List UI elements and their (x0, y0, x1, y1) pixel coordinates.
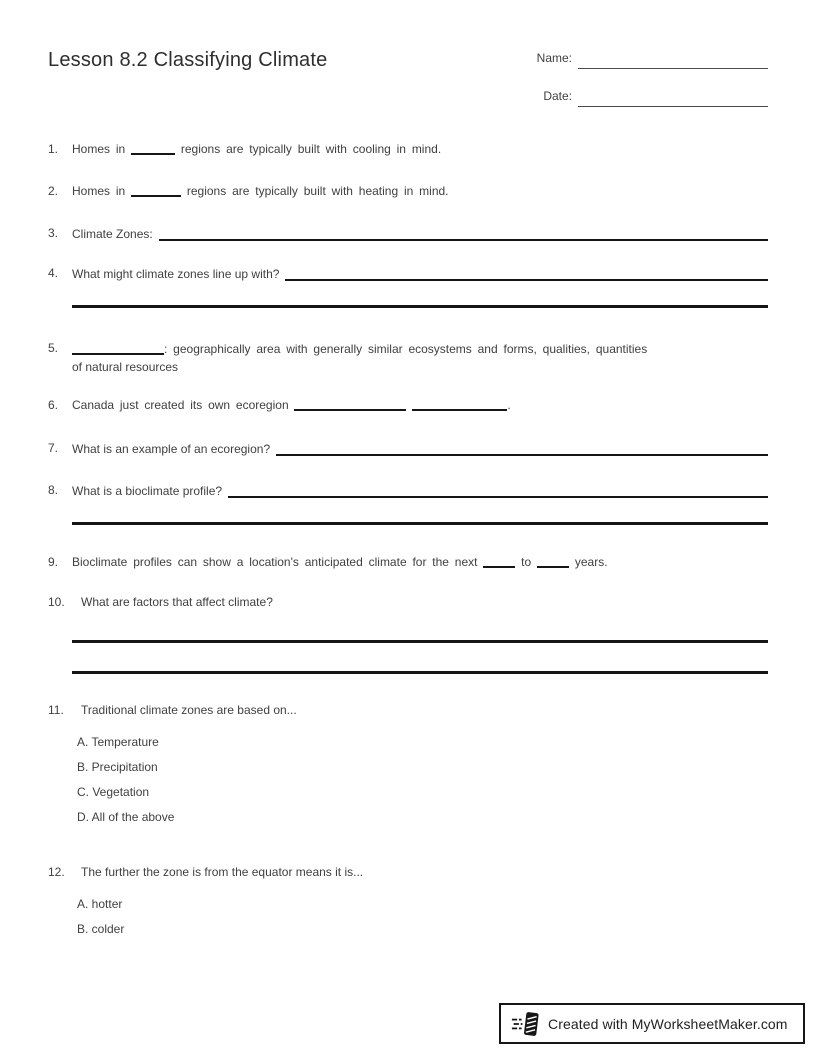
question-7 (48, 440, 768, 457)
question-number: 11. (48, 703, 64, 717)
question-2 (48, 183, 768, 199)
question-number: 12. (48, 865, 65, 879)
question-10 (48, 594, 768, 610)
question-number: 6. (48, 398, 59, 412)
answer-blank[interactable] (294, 397, 406, 411)
answer-blank[interactable] (131, 141, 175, 155)
answer-line[interactable] (285, 265, 768, 281)
question-text (72, 397, 768, 413)
question-8 (48, 482, 768, 499)
question-1 (48, 141, 768, 157)
options-list (77, 730, 768, 830)
option-b[interactable]: B. colder (77, 922, 125, 936)
question-text-post: years. (574, 555, 608, 569)
option-a[interactable]: A. hotter (77, 897, 123, 911)
question-text (72, 183, 768, 199)
question-text-pre: Homes in (72, 184, 126, 198)
question-number: 10. (48, 595, 65, 609)
option-c[interactable]: C. Vegetation (77, 785, 150, 799)
answer-blank[interactable] (412, 397, 507, 411)
question-label: What is an example of an ecoregion? (72, 442, 271, 456)
question-6 (48, 397, 768, 413)
question-12 (48, 864, 768, 942)
question-text-post: regions are typically built with heating in mind. (186, 184, 449, 198)
question-label: What are factors that affect climate? (81, 595, 273, 609)
name-label: Name: (536, 51, 572, 65)
question-label: What might climate zones line up with? (72, 267, 280, 281)
question-text (72, 482, 768, 499)
question-body (77, 864, 768, 942)
option-b[interactable]: B. Precipitation (77, 760, 158, 774)
question-9 (48, 554, 768, 570)
answer-line[interactable] (72, 640, 768, 643)
option-a[interactable]: A. Temperature (77, 735, 159, 749)
question-text-post: regions are typically built with cooling in mind. (180, 142, 442, 156)
myworksheetmaker-logo-icon (511, 1010, 541, 1038)
question-number: 9. (48, 555, 59, 569)
created-with-badge (499, 1003, 805, 1044)
question-label: The further the zone is from the equator means it is... (81, 865, 364, 879)
question-text-line2: of natural resources (72, 360, 179, 374)
question-body (77, 702, 768, 830)
question-11 (48, 702, 768, 830)
question-label: Traditional climate zones are based on... (81, 703, 297, 717)
answer-line[interactable] (72, 671, 768, 674)
answer-line[interactable] (228, 482, 768, 498)
question-text (72, 225, 768, 242)
question-number: 1. (48, 142, 59, 156)
question-number: 4. (48, 266, 59, 280)
options-list (77, 892, 768, 942)
question-number: 8. (48, 483, 59, 497)
question-text (72, 440, 768, 457)
question-4 (48, 265, 768, 282)
question-text-pre: Bioclimate profiles can show a location's anticipated climate for the next (72, 555, 478, 569)
answer-blank[interactable] (537, 554, 569, 568)
page-title: Lesson 8.2 Classifying Climate (48, 49, 328, 71)
question-text-line1: : geographically area with generally similar ecosystems and forms, qualities, quantities (164, 342, 648, 356)
date-input-line[interactable] (578, 106, 768, 107)
answer-line[interactable] (159, 225, 768, 241)
question-number: 5. (48, 341, 59, 355)
question-label: Climate Zones: (72, 227, 153, 241)
option-d[interactable]: D. All of the above (77, 810, 175, 824)
question-number: 3. (48, 226, 59, 240)
answer-blank[interactable] (72, 341, 164, 355)
question-text-end: . (507, 398, 511, 412)
answer-line[interactable] (276, 440, 768, 456)
question-text-pre: Canada just created its own ecoregion (72, 398, 289, 412)
question-5 (48, 340, 768, 376)
badge-text: Created with MyWorksheetMaker.com (548, 1015, 788, 1032)
question-text (72, 340, 768, 376)
name-input-line[interactable] (578, 68, 768, 69)
answer-blank[interactable] (483, 554, 515, 568)
question-number: 2. (48, 184, 59, 198)
question-text (72, 554, 768, 570)
question-text (72, 265, 768, 282)
date-label: Date: (543, 89, 572, 103)
answer-line[interactable] (72, 522, 768, 525)
question-label: What is a bioclimate profile? (72, 484, 223, 498)
question-3 (48, 225, 768, 242)
question-text-mid: to (521, 555, 532, 569)
answer-blank[interactable] (131, 183, 181, 197)
question-number: 7. (48, 441, 59, 455)
question-text (72, 141, 768, 157)
question-text-pre: Homes in (72, 142, 126, 156)
answer-line[interactable] (72, 305, 768, 308)
